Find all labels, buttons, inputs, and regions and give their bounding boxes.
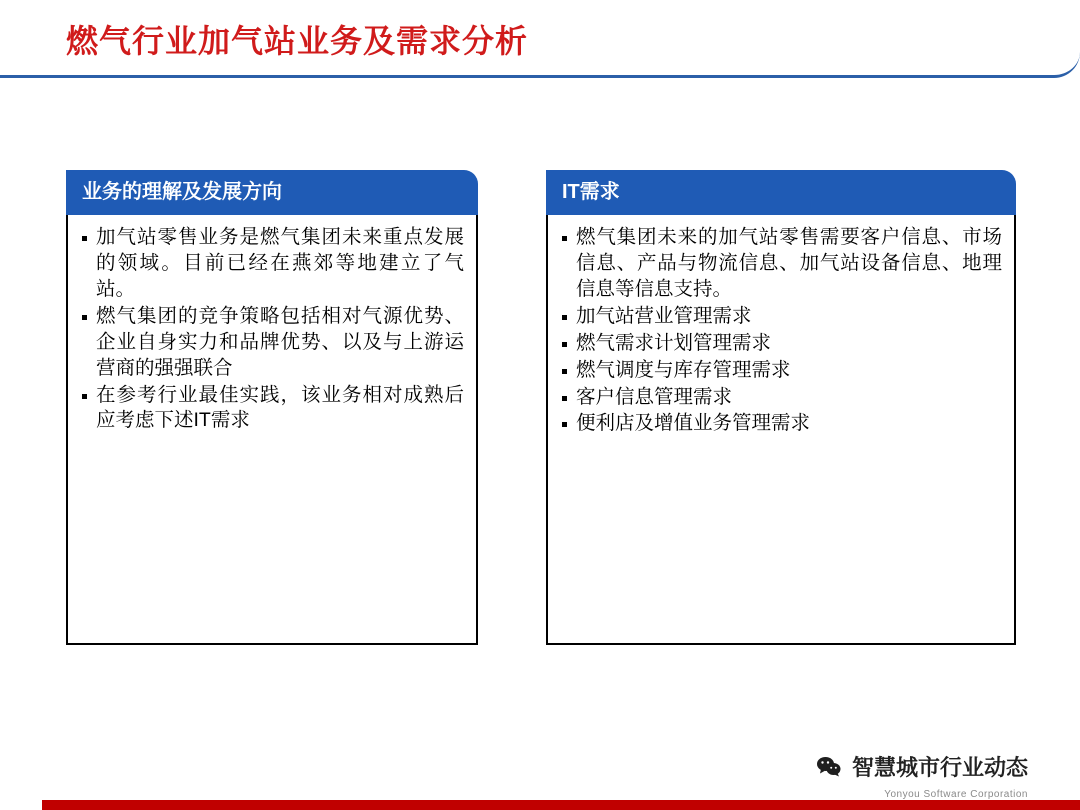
list-item: 燃气需求计划管理需求: [560, 331, 1002, 357]
page-title: 燃气行业加气站业务及需求分析: [66, 23, 529, 59]
bottom-accent-bar: [0, 800, 1080, 810]
list-item: 燃气调度与库存管理需求: [560, 358, 1002, 384]
panel-body-left: [66, 215, 478, 645]
panel-business-understanding: [66, 170, 478, 645]
bullet-list-left: [80, 225, 464, 434]
slide-header: [0, 0, 1080, 78]
corporation-name: Yonyou Software Corporation: [884, 789, 1028, 800]
bottom-accent-bar-gap: [0, 800, 42, 810]
brand-name: 智慧城市行业动态: [851, 755, 1028, 780]
panel-header-right: [546, 170, 1016, 215]
list-item: 燃气集团未来的加气站零售需要客户信息、市场信息、产品与物流信息、加气站设备信息、地理信息等信息支持。: [560, 225, 1002, 303]
bullet-list-right: [560, 225, 1002, 437]
panel-title-right: IT需求: [562, 181, 620, 203]
list-item: 燃气集团的竞争策略包括相对气源优势、企业自身实力和品牌优势、以及与上游运营商的强强联合: [80, 304, 464, 382]
panel-title-left: 业务的理解及发展方向: [82, 181, 282, 203]
footer-brand: [816, 751, 1028, 782]
list-item: 便利店及增值业务管理需求: [560, 411, 1002, 437]
list-item: 加气站营业管理需求: [560, 304, 1002, 330]
panel-it-requirements: [546, 170, 1016, 645]
list-item: 客户信息管理需求: [560, 385, 1002, 411]
wechat-icon: [816, 756, 842, 778]
list-item: 在参考行业最佳实践，该业务相对成熟后应考虑下述IT需求: [80, 383, 464, 435]
panel-header-left: [66, 170, 478, 215]
panel-body-right: [546, 215, 1016, 645]
list-item: 加气站零售业务是燃气集团未来重点发展的领域。目前已经在燕郊等地建立了气站。: [80, 225, 464, 303]
